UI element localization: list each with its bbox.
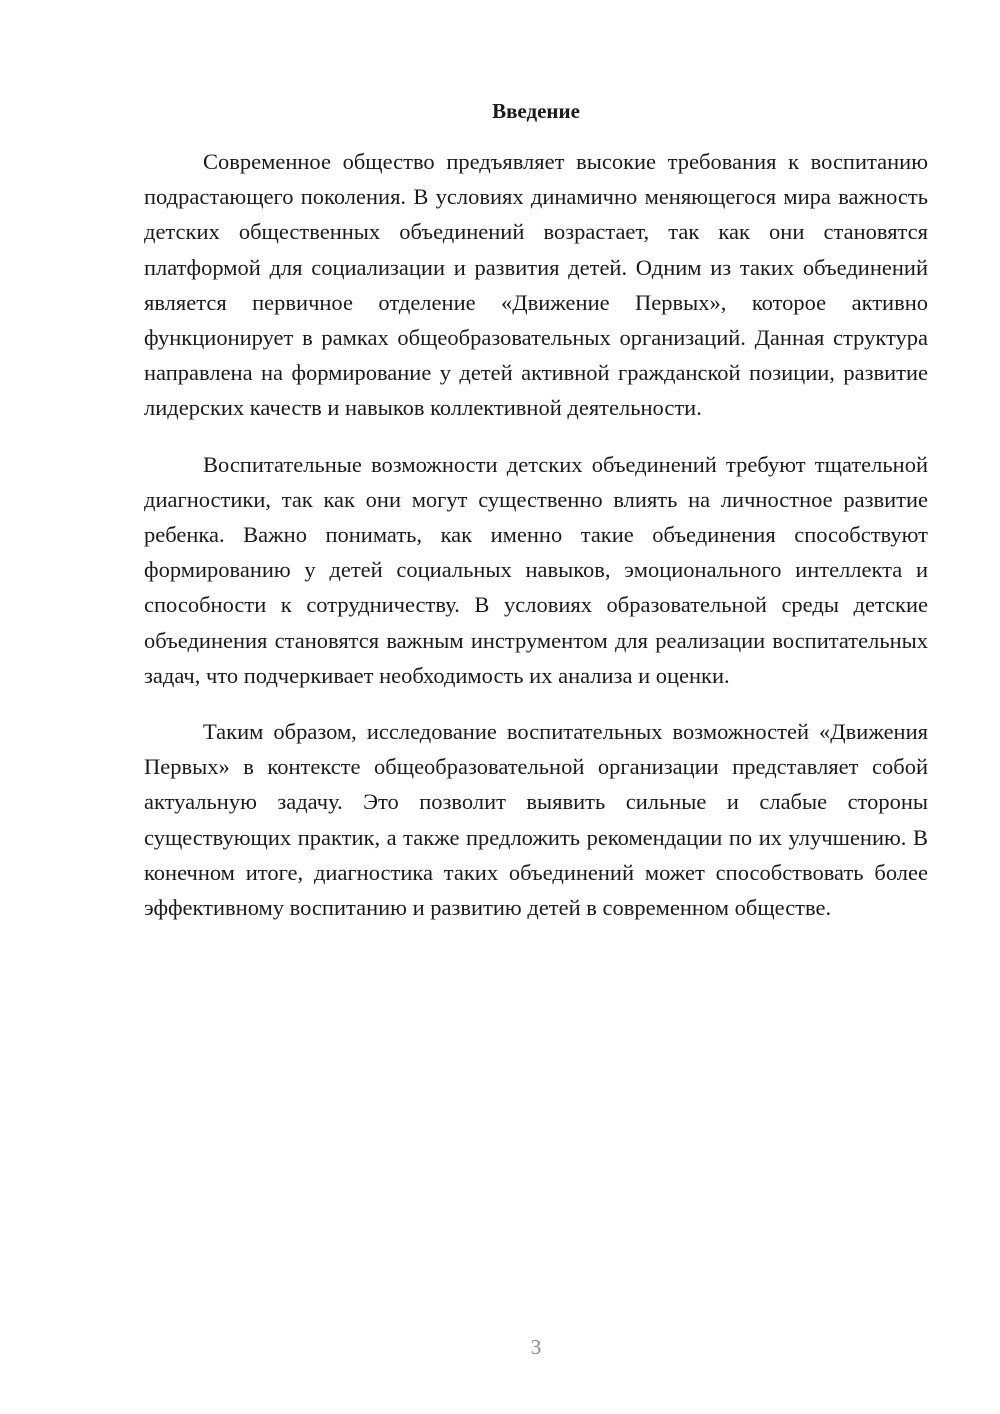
paragraph-1: Современное общество предъявляет высокие требования к воспитанию подрастающего поколения. В условиях динамично меняющегося мира важность детских общественных объединений возрастает, так как они становятся платформой для социализации и развития детей. Одним из таких объединений является первичное отделение «Движение Первых», которое активно функционирует в рамках общеобразовательных организаций. Данная структура направлена на формирование у детей активной гражданской позиции, развитие лидерских качеств и навыков коллективной деятельности. bbox=[144, 149, 928, 421]
page-number: 3 bbox=[530, 1335, 542, 1359]
paragraph-3: Таким образом, исследование воспитательных возможностей «Движения Первых» в контексте общеобразовательной организации представляет собой актуальную задачу. Это позволит выявить сильные и слабые стороны существующих практик, а также предложить рекомендации по их улучшению. В конечном итоге, диагностика таких объединений может способствовать более эффективному воспитанию и развитию детей в современном обществе. bbox=[144, 719, 928, 921]
body-text bbox=[144, 144, 928, 946]
paragraph-2: Воспитательные возможности детских объединений требуют тщательной диагностики, так как они могут существенно влиять на личностное развитие ребенка. Важно понимать, как именно такие объединения способствуют формированию у детей социальных навыков, эмоционального интеллекта и способности к сотрудничеству. В условиях образовательной среды детские объединения становятся важным инструментом для реализации воспитательных задач, что подчеркивает необходимость их анализа и оценки. bbox=[144, 451, 928, 688]
section-heading: Введение bbox=[492, 99, 580, 123]
